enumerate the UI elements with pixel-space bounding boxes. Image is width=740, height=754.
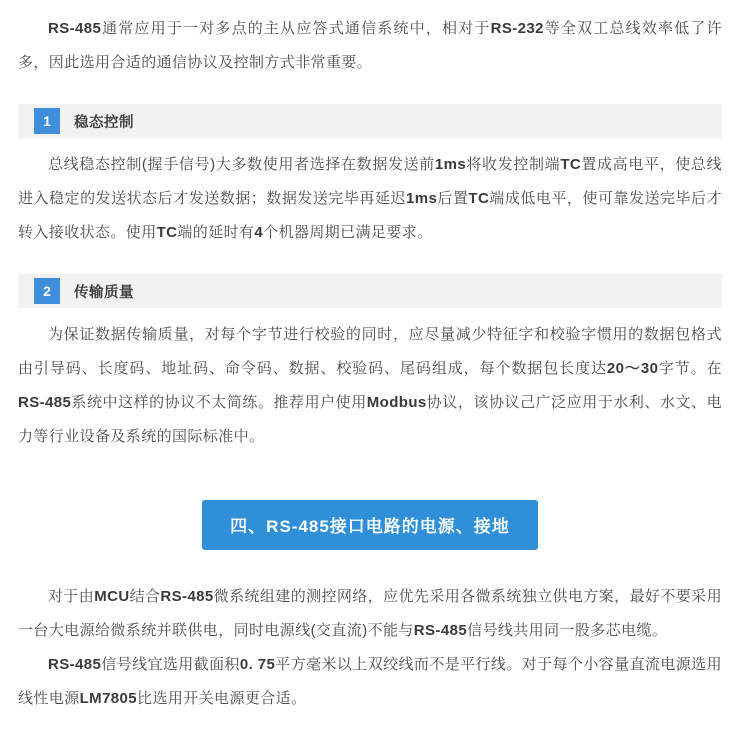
chapter-banner-title: 四、RS-485接口电路的电源、接地 xyxy=(202,500,538,550)
banner-container xyxy=(18,500,722,550)
section-title: 稳态控制 xyxy=(74,114,134,131)
section-header-2 xyxy=(18,274,722,308)
top-spacer xyxy=(18,0,722,12)
closing-paragraph-1: 对于由MCU结合RS-485微系统组建的测控网络，应优先采用各微系统独立供电方案，最好不要采用一台大电源给微系统并联供电，同时电源线(交直流)不能与RS-485信号线共用同一股多芯电缆。 xyxy=(18,588,722,639)
section-number-badge: 1 xyxy=(34,108,60,134)
section-title: 传输质量 xyxy=(74,284,134,301)
closing-paragraph-2: RS-485信号线宜选用截面积0. 75平方毫米以上双绞线而不是平行线。对于每个小容量直流电源选用线性电源LM7805比选用开关电源更合适。 xyxy=(18,656,722,707)
section-number-badge: 2 xyxy=(34,278,60,304)
section-1-paragraph: 总线稳态控制(握手信号)大多数使用者选择在数据发送前1ms将收发控制端TC置成高电平，使总线进入稳定的发送状态后才发送数据；数据发送完毕再延迟1ms后置TC端成低电平，使可靠发送完毕后才转入接收状态。使用TC端的延时有4个机器周期已满足要求。 xyxy=(18,156,722,241)
intro-paragraph: RS-485通常应用于一对多点的主从应答式通信系统中，相对于RS-232等全双工总线效率低了许多，因此选用合适的通信协议及控制方式非常重要。 xyxy=(18,20,723,71)
section-header-1 xyxy=(18,104,722,138)
section-2-paragraph: 为保证数据传输质量，对每个字节进行校验的同时，应尽量减少特征字和校验字惯用的数据包格式由引导码、长度码、地址码、命令码、数据、校验码、尾码组成，每个数据包长度达20～30字节。在RS-485系统中这样的协议不太简练。推荐用户使用Modbus协议，该协议己广泛应用于水利、水文、电力等行业设备及系统的国际标准中。 xyxy=(18,326,722,445)
